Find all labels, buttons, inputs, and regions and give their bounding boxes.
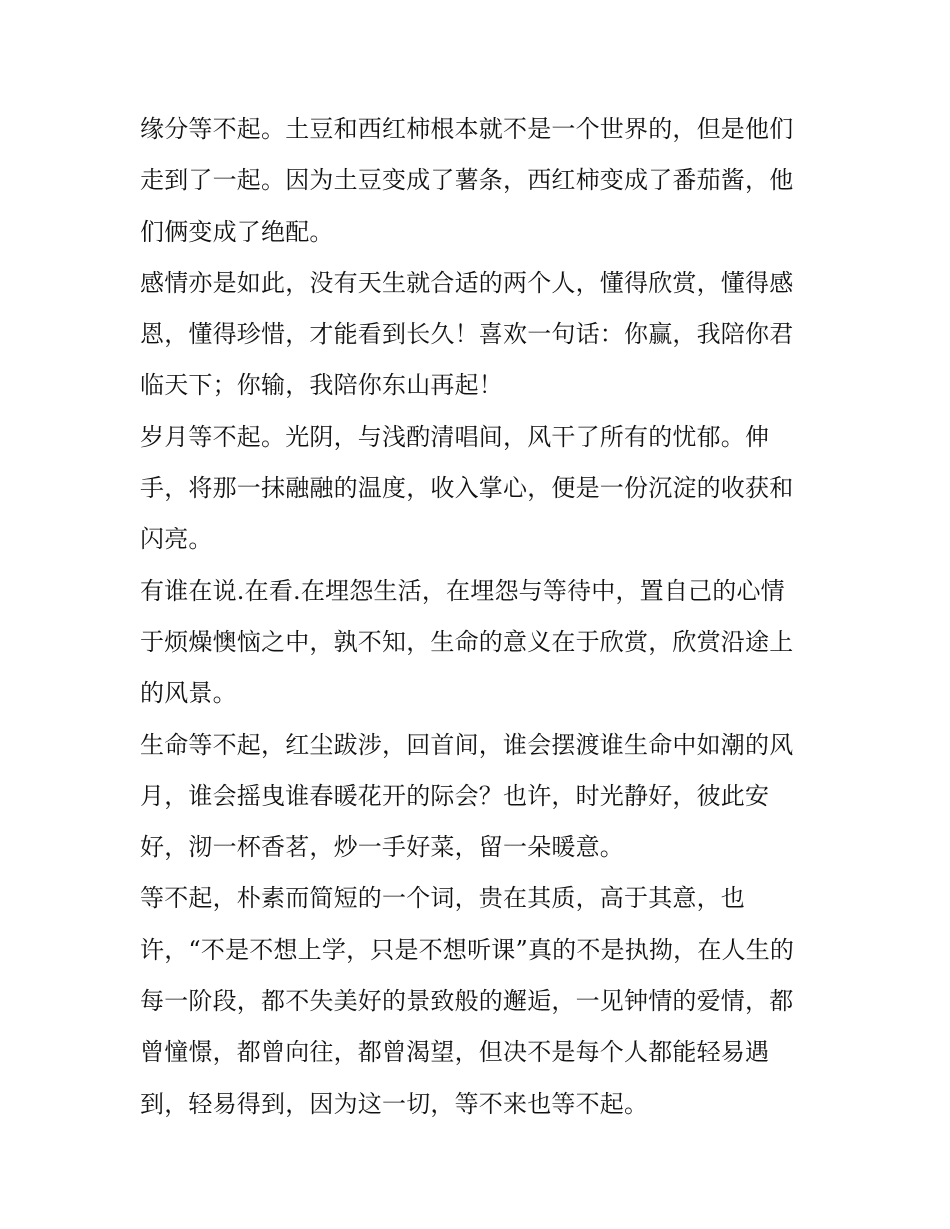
- text-line: 临天下；你输，我陪你东山再起！: [140, 371, 503, 400]
- text-line: 闪亮。: [140, 525, 213, 554]
- paragraph-2: [140, 258, 812, 412]
- text-line: 于烦燥懊恼之中，孰不知，生命的意义在于欣赏，欣赏沿途上: [140, 627, 794, 656]
- text-line: 曾憧憬，都曾向往，都曾渴望，但决不是每个人都能轻易遇: [140, 1038, 770, 1067]
- paragraph-5: [140, 720, 812, 874]
- document-body: [140, 104, 812, 1130]
- text-line: 走到了一起。因为土豆变成了薯条，西红柿变成了番茄酱，他: [140, 166, 794, 195]
- text-line: 等不起，朴素而简短的一个词，贵在其质，高于其意，也: [140, 884, 745, 913]
- text-line: 的风景。: [140, 679, 237, 708]
- paragraph-1: [140, 104, 812, 258]
- paragraph-3: [140, 412, 812, 566]
- text-line: 手，将那一抹融融的温度，收入掌心，便是一份沉淀的收获和: [140, 474, 794, 503]
- text-line: 到，轻易得到，因为这一切，等不来也等不起。: [140, 1089, 649, 1118]
- text-line: 月，谁会摇曳谁春暖花开的际会？也许，时光静好，彼此安: [140, 781, 770, 810]
- text-line: 好，沏一杯香茗，炒一手好菜，留一朵暖意。: [140, 833, 624, 862]
- paragraph-4: [140, 566, 812, 720]
- text-line: 恩，懂得珍惜，才能看到长久！喜欢一句话：你赢，我陪你君: [140, 320, 794, 349]
- text-line: 每一阶段，都不失美好的景致般的邂逅，一见钟情的爱情，都: [140, 987, 794, 1016]
- paragraph-6: [140, 873, 812, 1129]
- text-line: 感情亦是如此，没有天生就合适的两个人，懂得欣赏，懂得感: [140, 268, 794, 297]
- text-line: 岁月等不起。光阴，与浅酌清唱间，风干了所有的忧郁。伸: [140, 422, 770, 451]
- text-line: 们俩变成了绝配。: [140, 217, 334, 246]
- text-line: 缘分等不起。土豆和西红柿根本就不是一个世界的，但是他们: [140, 115, 794, 143]
- text-line: 有谁在说.在看.在埋怨生活，在埋怨与等待中，置自己的心情: [140, 576, 785, 605]
- text-line: 生命等不起，红尘跋涉，回首间，谁会摆渡谁生命中如潮的风: [140, 730, 794, 759]
- text-line: 许，“不是不想上学，只是不想听课”真的不是执拗，在人生的: [140, 935, 795, 964]
